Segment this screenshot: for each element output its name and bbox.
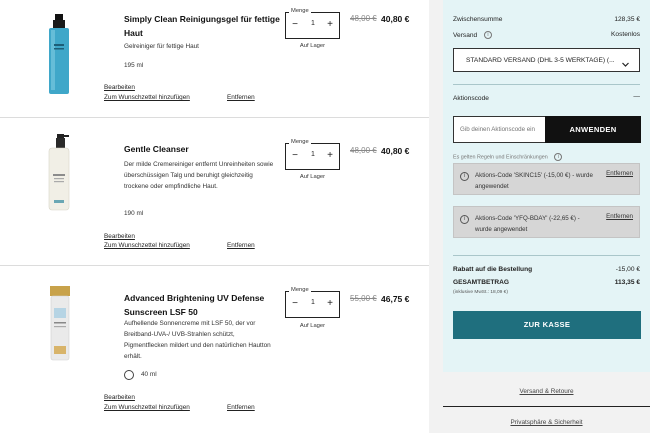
edit-link[interactable]: Bearbeiten bbox=[104, 84, 135, 91]
quantity-decrease-button[interactable]: − bbox=[292, 19, 298, 30]
shipping-returns-link[interactable]: Versand & Retoure bbox=[519, 388, 574, 395]
remove-promo-link[interactable]: Entfernen bbox=[606, 213, 633, 220]
promo-text: Aktions-Code 'YFQ-BDAY' (-22,65 €) - wurde angewendet bbox=[475, 215, 580, 233]
info-icon[interactable]: i bbox=[554, 153, 562, 161]
applied-promo bbox=[453, 163, 640, 195]
tax-note: (inklusive MwSt.: 18,09 €) bbox=[453, 290, 508, 295]
applied-promo bbox=[453, 206, 640, 238]
subtotal-value: 128,35 € bbox=[614, 16, 640, 23]
product-description: Gelreiniger für fettige Haut bbox=[124, 43, 199, 50]
quantity-label: Menge bbox=[291, 8, 309, 14]
rules-text: Es gelten Regeln und Einschränkungen bbox=[453, 154, 548, 161]
original-price: 48,00 € bbox=[350, 146, 377, 155]
quantity-stepper[interactable] bbox=[285, 287, 340, 318]
discount-label: Rabatt auf die Bestellung bbox=[453, 266, 533, 273]
cart-item bbox=[0, 0, 429, 118]
product-size: 40 ml bbox=[141, 371, 157, 378]
edit-link[interactable]: Bearbeiten bbox=[104, 394, 135, 401]
quantity-stepper[interactable] bbox=[285, 8, 340, 39]
product-size: 190 ml bbox=[124, 210, 144, 217]
rules-note bbox=[453, 153, 562, 161]
product-image-sunscreen bbox=[48, 286, 72, 362]
original-price: 55,00 € bbox=[350, 294, 377, 303]
shipping-label-text: Versand bbox=[453, 31, 478, 39]
product-name[interactable]: Simply Clean Reinigungsgel für fettige Haut bbox=[124, 14, 280, 38]
quantity-label: Menge bbox=[291, 287, 309, 293]
discount-value: -15,00 € bbox=[615, 266, 640, 273]
sale-price: 46,75 € bbox=[381, 294, 410, 304]
coupon-code-input[interactable] bbox=[453, 116, 545, 143]
coupon-label: Aktionscode bbox=[453, 95, 489, 102]
shipping-label bbox=[453, 31, 492, 39]
divider bbox=[443, 406, 650, 407]
add-to-wishlist-link[interactable]: Zum Wunschzettel hinzufügen bbox=[104, 94, 190, 101]
promo-text: Aktions-Code 'SKINC15' (-15,00 €) - wurde angewendet bbox=[475, 172, 593, 190]
remove-promo-link[interactable]: Entfernen bbox=[606, 170, 633, 177]
quantity-increase-button[interactable]: + bbox=[327, 150, 333, 161]
quantity-increase-button[interactable]: + bbox=[327, 298, 333, 309]
sale-price: 40,80 € bbox=[381, 14, 410, 24]
quantity-decrease-button[interactable]: − bbox=[292, 150, 298, 161]
product-image-simply-clean bbox=[44, 14, 74, 96]
remove-link[interactable]: Entfernen bbox=[227, 242, 255, 249]
remove-link[interactable]: Entfernen bbox=[227, 94, 255, 101]
size-radio[interactable] bbox=[124, 370, 134, 380]
apply-coupon-button[interactable]: ANWENDEN bbox=[545, 116, 641, 143]
divider bbox=[453, 84, 640, 85]
add-to-wishlist-link[interactable]: Zum Wunschzettel hinzufügen bbox=[104, 404, 190, 411]
stock-status: Auf Lager bbox=[299, 323, 326, 329]
product-description: Aufhellende Sonnencreme mit LSF 50, der vor Breitband-UVA-/ UVB-Strahlen schützt, Pigmentflecken mildert und den natürlichen Hautton erhält. bbox=[124, 320, 271, 360]
info-icon: i bbox=[460, 172, 469, 181]
total-value: 113,35 € bbox=[614, 279, 640, 286]
cart-item bbox=[0, 118, 429, 266]
chevron-down-icon bbox=[621, 56, 630, 74]
divider bbox=[453, 255, 640, 256]
total-label: GESAMTBETRAG bbox=[453, 279, 510, 286]
quantity-increase-button[interactable]: + bbox=[327, 19, 333, 30]
quantity-decrease-button[interactable]: − bbox=[292, 298, 298, 309]
sale-price: 40,80 € bbox=[381, 146, 410, 156]
privacy-security-link[interactable]: Privatsphäre & Sicherheit bbox=[510, 419, 583, 426]
info-icon: i bbox=[460, 215, 469, 224]
coupon-toggle[interactable]: — bbox=[633, 93, 640, 100]
remove-link[interactable]: Entfernen bbox=[227, 404, 255, 411]
stock-status: Auf Lager bbox=[299, 174, 326, 180]
shipping-method-value: STANDARD VERSAND (DHL 3-5 WERKTAGE) (... bbox=[466, 57, 615, 64]
shipping-method-select[interactable] bbox=[453, 48, 640, 72]
subtotal-label: Zwischensumme bbox=[453, 16, 503, 23]
edit-link[interactable]: Bearbeiten bbox=[104, 233, 135, 240]
add-to-wishlist-link[interactable]: Zum Wunschzettel hinzufügen bbox=[104, 242, 190, 249]
info-icon[interactable]: i bbox=[484, 31, 492, 39]
product-name[interactable]: Advanced Brightening UV Defense Sunscreen LSF 50 bbox=[124, 293, 265, 317]
product-size: 195 ml bbox=[124, 62, 144, 69]
quantity-label: Menge bbox=[291, 139, 309, 145]
product-name[interactable]: Gentle Cleanser bbox=[124, 144, 189, 154]
quantity-value[interactable]: 1 bbox=[311, 299, 315, 306]
original-price: 48,00 € bbox=[350, 14, 377, 23]
quantity-value[interactable]: 1 bbox=[311, 20, 315, 27]
quantity-stepper[interactable] bbox=[285, 139, 340, 170]
stock-status: Auf Lager bbox=[299, 43, 326, 49]
shipping-value: Kostenlos bbox=[611, 31, 640, 38]
product-description: Der milde Cremereiniger entfernt Unreinheiten sowie überschüssigen Talg und beruhigt gleichzeitig trockene oder empfindliche Haut. bbox=[124, 161, 274, 190]
product-image-gentle-cleanser bbox=[44, 134, 74, 212]
quantity-value[interactable]: 1 bbox=[311, 151, 315, 158]
checkout-button[interactable]: ZUR KASSE bbox=[453, 311, 641, 339]
cart-item bbox=[0, 266, 429, 433]
